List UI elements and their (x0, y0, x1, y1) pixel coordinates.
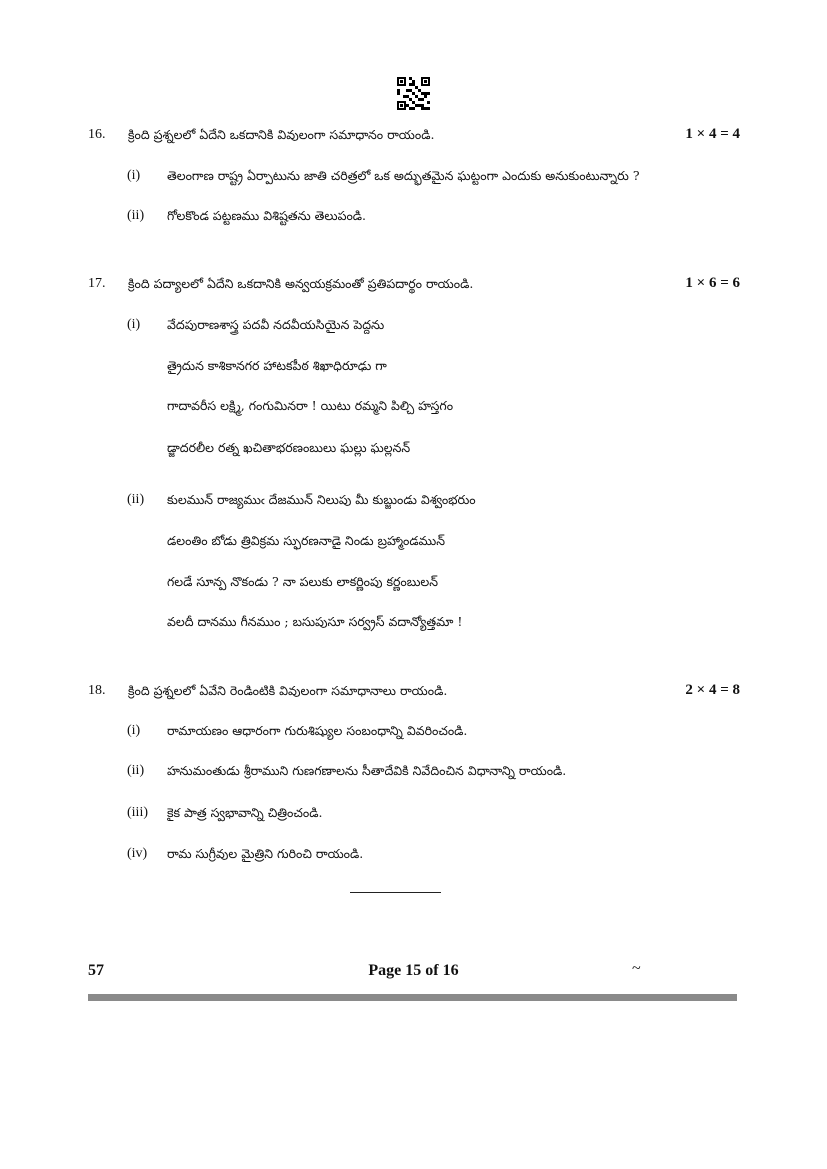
verse-line: గాదావరీస లక్ష్మి, గంగుమినరా ! యిటు రమ్మని పిల్చి హస్తగం (167, 398, 454, 413)
question-18-header (88, 680, 740, 704)
sub-question-number: (ii) (127, 208, 145, 223)
sub-question-number: (ii) (127, 492, 145, 507)
question-16-header (88, 124, 740, 148)
sub-question-number: (i) (127, 723, 141, 738)
paper-code: 57 (88, 962, 104, 979)
sub-question-text: హనుమంతుడు శ్రీరాముని గుణగణాలను సీతాదేవికి నివేదించిన విధానాన్ని రాయండి. (167, 763, 567, 778)
verse-line: వేదపురాణశాస్త్ర పదవీ నదవీయసియైన పెద్దను (167, 317, 385, 332)
question-marks: 2 × 4 = 8 (685, 682, 740, 698)
sub-question-text: కైక పాత్ర స్వభావాన్ని చిత్రించండి. (167, 805, 323, 820)
footer-mark: ~ (632, 960, 641, 977)
sub-question-number: (ii) (127, 763, 145, 778)
question-number: 18. (88, 683, 106, 698)
question-marks: 1 × 6 = 6 (685, 275, 740, 291)
sub-question-number: (i) (127, 317, 141, 332)
verse-line: డలంతిం బోడు త్రివిక్రమ స్ఫురణనాడై నిండు బ్రహ్మాండమున్ (167, 533, 445, 548)
sub-question-number: (i) (127, 168, 141, 183)
question-marks: 1 × 4 = 4 (685, 126, 740, 142)
question-17-header (88, 273, 740, 297)
question-instruction: క్రింది పద్యాలలో ఏదేని ఒకదానికి అన్వయక్రమంతో ప్రతిపదార్థం రాయండి. (128, 276, 474, 291)
sub-question-number: (iv) (127, 846, 148, 861)
sub-question-text: గోలకొండ పట్టణము విశిష్టతను తెలుపండి. (167, 208, 367, 223)
end-of-questions-rule (350, 892, 441, 893)
verse-line: డ్జాదరలీల రత్న ఖచితాభరణంబులు ఘల్లు ఘల్లనన్ (167, 440, 411, 455)
question-instruction: క్రింది ప్రశ్నలలో ఏవేని రెండింటికి వివులంగా సమాధానాలు రాయండి. (128, 683, 448, 698)
footer-bar (88, 994, 737, 1001)
verse-line: కులమున్ రాజ్యముఁ దేజమున్ నిలుపు మీ కుబ్జుండు విశ్వంభరుం (167, 492, 476, 507)
verse-line: వలదీ దానము గీనముం ; బసుపుసూ సర్వ్రస్ వదాన్యోత్తమా ! (167, 614, 463, 629)
verse-line: గలడే సూన్ప నొకండు ? నా పలుకు లాకర్ణింపు కర్ణంబులన్ (167, 574, 439, 589)
sub-question-text: రామాయణం ఆధారంగా గురుశిష్యుల సంబంధాన్ని వివరించండి. (167, 723, 468, 738)
sub-question-text: తెలంగాణ రాష్ట్ర ఏర్పాటును జాతి చరిత్రలో ఒక అద్భుతమైన ఘట్టంగా ఎందుకు అనుకుంటున్నారు ? (167, 168, 640, 183)
question-number: 16. (88, 127, 106, 142)
question-instruction: క్రింది ప్రశ్నలలో ఏదేని ఒకదానికి వివులంగా సమాధానం రాయండి. (128, 127, 435, 142)
sub-question-number: (iii) (127, 805, 148, 820)
qr-code (397, 77, 430, 110)
question-number: 17. (88, 276, 106, 291)
page-number: Page 15 of 16 (368, 962, 459, 979)
verse-line: త్రైదున కాశికానగర హాటకపీఠ శిఖాధిరూఢు గా (167, 358, 387, 373)
sub-question-text: రామ సుగ్రీవుల మైత్రిని గురించి రాయండి. (167, 846, 364, 861)
